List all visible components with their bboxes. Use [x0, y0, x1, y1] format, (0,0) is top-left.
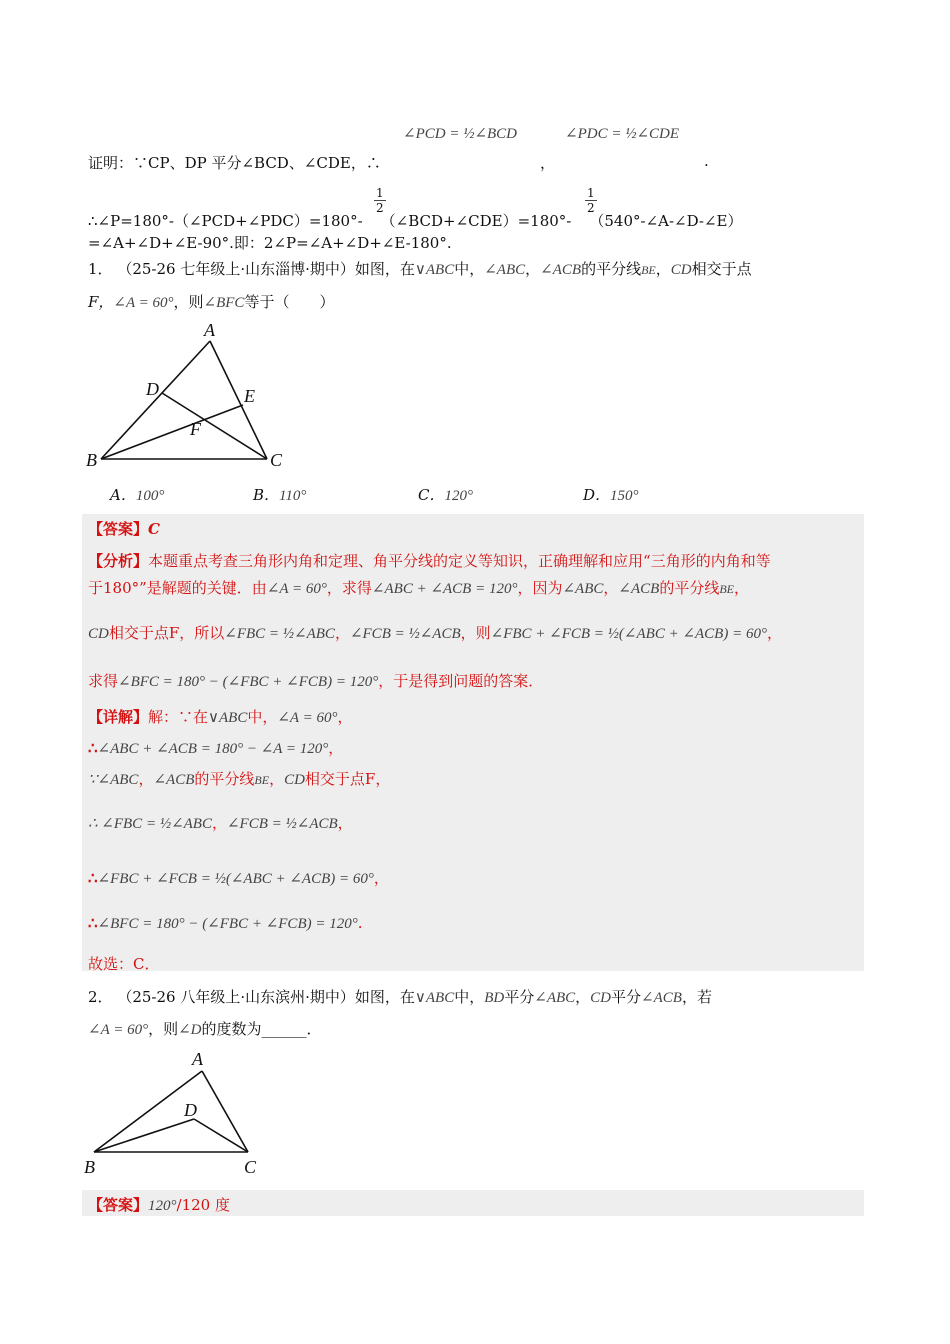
proof-line-2 — [88, 210, 743, 231]
q2-answer-value: 120° — [148, 1198, 177, 1214]
q1-detail-1e: ， — [337, 708, 353, 726]
q1-analysis-1: 本题重点考查三角形内角和定理、角平分线的定义等知识，正确理解和应用“三角形的内角和等 — [148, 552, 771, 570]
q1-point-f: F， — [88, 293, 114, 311]
q1-ang-bfc: ∠BFC — [203, 295, 245, 311]
q1-analysis-3c: ∠FBC = ½∠ABC — [224, 626, 335, 642]
q1-detail-1d: ∠A = 60° — [277, 710, 338, 726]
q1-option-c-value: 120° — [444, 488, 473, 504]
q1-detail-3g: CD — [284, 772, 305, 788]
q1-analysis-2c: ，求得 — [326, 579, 372, 597]
q2-side-ac — [202, 1071, 248, 1152]
q1-label-e: E — [244, 386, 255, 406]
q1-label-a: A — [204, 320, 215, 340]
q2-number: 2． — [88, 988, 113, 1006]
q1-analysis-2a: 于180°”是解题的关键．由 — [88, 579, 267, 597]
q1-analysis-2b: ∠A = 60° — [266, 581, 327, 597]
q2-figure — [80, 1046, 280, 1182]
q1-analysis-line-3 — [88, 622, 782, 643]
q2-stem-c: 平分 — [504, 988, 535, 1006]
q1-analysis-3g: ∠FBC + ∠FCB = ½(∠ABC + ∠ACB) = 60° — [490, 626, 767, 642]
q1-detail-5b: ∠FBC + ∠FCB = ½(∠ABC + ∠ACB) = 60° — [97, 871, 374, 887]
q1-detail-4c: ∠FCB = ½∠ACB — [226, 816, 338, 832]
q2-answer-alt: /120 度 — [176, 1196, 230, 1214]
proof-line-1-end: . — [704, 152, 709, 170]
q1-analysis-2h: ∠ACB — [618, 581, 660, 597]
q1-number: 1． — [88, 260, 113, 278]
q1-analysis-4b: ∠BFC = 180° − (∠FBC + ∠FCB) = 120° — [118, 674, 379, 690]
q2-stem-a: 如图，在 — [354, 988, 415, 1006]
q1-final-choice — [88, 953, 159, 974]
proof-line-3-text: =∠A+∠D+∠E-90°.即：2∠P=∠A+∠D+∠E-180°. — [88, 234, 452, 252]
q2-answer-line — [88, 1194, 230, 1215]
q1-answer-line — [88, 518, 160, 539]
q1-stem-d: 相交于点 — [691, 260, 752, 278]
q1-analysis-2g: ， — [603, 579, 619, 597]
q2-comma: ， — [575, 988, 591, 1006]
q1-option-b-letter: B． — [253, 486, 280, 504]
q1-analysis-tag: 【分析】 — [88, 552, 149, 570]
q2-bd: BD — [484, 990, 505, 1006]
q1-option-b[interactable] — [253, 484, 306, 505]
q1-cd: CD — [670, 262, 692, 278]
q1-detail-line-2 — [88, 737, 343, 758]
q2-stem-line-2 — [88, 1018, 322, 1039]
q2-source: （25-26 八年级上·山东滨州·期中） — [117, 988, 355, 1006]
proof-line-1-text: 证明：∵CP、DP 平分∠BCD、∠CDE，∴ — [88, 154, 381, 172]
q1-analysis-2e: ，因为 — [517, 579, 563, 597]
q1-detail-4d: ， — [337, 814, 353, 832]
q1-analysis-3e: ∠FCB = ½∠ACB — [349, 626, 461, 642]
q1-option-c-letter: C． — [418, 486, 445, 504]
q1-analysis-3d: ， — [334, 624, 350, 642]
q1-label-f: F — [190, 419, 201, 439]
q1-option-a-value: 100° — [135, 488, 165, 504]
q1-detail-3a: ∵∠ABC — [88, 772, 139, 788]
q1-analysis-2i: 的平分线 — [659, 579, 720, 597]
q1-detail-line-3 — [88, 768, 390, 789]
q1-option-a-letter: A． — [110, 486, 136, 504]
q1-analysis-3f: ，则 — [460, 624, 491, 642]
q1-detail-3f: ， — [269, 770, 285, 788]
q2-stem-d: 平分 — [611, 988, 642, 1006]
q2-ang-abc: ∠ABC — [534, 990, 576, 1006]
q2-stem-g: 的度数为______． — [201, 1020, 322, 1038]
q1-bisector-be — [101, 405, 243, 459]
q1-detail-2a: ∴ — [88, 739, 98, 757]
proof-formula-2-text: ∠PDC = ½∠CDE — [565, 126, 680, 142]
q1-detail-3d: 的平分线 — [194, 770, 255, 788]
q1-detail-line-4 — [88, 812, 353, 833]
q1-analysis-line-2 — [88, 577, 749, 598]
q2-stem-line-1 — [88, 986, 712, 1007]
q2-label-d: D — [184, 1100, 197, 1120]
q1-detail-3e: BE — [254, 773, 270, 787]
q1-label-d: D — [146, 379, 159, 399]
q1-option-c[interactable] — [418, 484, 473, 505]
q1-analysis-4a: 求得 — [88, 672, 119, 690]
q1-analysis-2d: ∠ABC + ∠ACB = 120° — [371, 581, 518, 597]
q2-cd: CD — [590, 990, 612, 1006]
q1-detail-1a: 解：∵在 — [148, 708, 209, 726]
q1-detail-3c: ∠ACB — [153, 772, 195, 788]
q1-detail-4b: ， — [211, 814, 227, 832]
q1-stem-f: 等于（ ） — [244, 293, 335, 311]
q1-option-a[interactable] — [110, 484, 164, 505]
q1-detail-line-6 — [88, 914, 363, 933]
q1-stem-a: 如图，在 — [354, 260, 415, 278]
proof-line-2c: （540°-∠A-∠D-∠E） — [589, 212, 743, 230]
q1-detail-line-5 — [88, 867, 389, 888]
proof-line-1 — [88, 152, 381, 173]
q1-be: BE — [641, 263, 656, 277]
q1-detail-tag: 【详解】 — [88, 708, 149, 726]
q1-analysis-2j: BE — [719, 582, 734, 596]
q1-option-d-value: 150° — [610, 488, 639, 504]
proof-line-3 — [88, 232, 452, 253]
q1-option-d-letter: D． — [583, 486, 611, 504]
q2-label-c: C — [244, 1157, 257, 1177]
q1-detail-4a: ∴ ∠FBC = ½∠ABC — [88, 816, 212, 832]
q1-analysis-4c: ，于是得到问题的答案． — [378, 672, 544, 690]
q1-detail-2c: ， — [328, 739, 344, 757]
q1-tri: ∨ABC — [414, 262, 455, 278]
q2-label-a: A — [192, 1049, 203, 1069]
q1-analysis-3h: ， — [766, 624, 782, 642]
q1-option-d[interactable] — [583, 484, 639, 505]
q1-stem-c: 的平分线 — [581, 260, 642, 278]
q1-final-text: 故选：C． — [88, 955, 160, 973]
q1-detail-5a: ∴ — [88, 869, 98, 887]
q1-stem-e: ，则 — [173, 293, 204, 311]
q1-detail-6a: ∴ — [88, 914, 98, 932]
proof-line-1-sep: ， — [540, 154, 556, 172]
q2-answer-tag: 【答案】 — [88, 1196, 149, 1214]
q1-comma: ， — [525, 260, 541, 278]
q1-source: （25-26 七年级上·山东淄博·期中） — [117, 260, 355, 278]
q1-stem-line-2 — [88, 291, 334, 312]
q1-detail-line-1 — [88, 706, 352, 727]
q2-stem-e: ，若 — [681, 988, 712, 1006]
q1-label-b: B — [86, 450, 97, 470]
q1-stem-b: 中， — [454, 260, 485, 278]
q1-analysis-3a: CD — [88, 626, 109, 642]
q1-ang-abc: ∠ABC — [484, 262, 526, 278]
q1-answer: C — [148, 520, 160, 538]
q1-detail-1c: 中， — [247, 708, 278, 726]
q1-analysis-line-1 — [88, 550, 771, 571]
q2-ang-d: ∠D — [178, 1022, 202, 1038]
q2-tri: ∨ABC — [414, 990, 455, 1006]
proof-line-2a: ∴∠P=180°-（∠PCD+∠PDC）=180°- — [88, 212, 363, 230]
q2-cond: ∠A = 60° — [88, 1022, 149, 1038]
proof-half-2: $\frac{1}{2}$ — [587, 186, 595, 215]
proof-half-1: $\frac{1}{2}$ — [376, 186, 384, 215]
q2-label-b: B — [84, 1157, 95, 1177]
q1-detail-1b: ∨ABC — [208, 710, 248, 726]
q1-cond: ∠A = 60° — [113, 295, 174, 311]
q2-stem-b: 中， — [454, 988, 485, 1006]
q1-analysis-2k: ， — [734, 579, 750, 597]
q1-ang-acb: ∠ACB — [540, 262, 582, 278]
q1-detail-6b: ∠BFC = 180° − (∠FBC + ∠FCB) = 120° — [97, 916, 358, 932]
q1-analysis-3b: 相交于点F，所以 — [108, 624, 225, 642]
q1-detail-5c: ， — [373, 869, 389, 887]
q1-figure — [80, 318, 300, 478]
q1-answer-tag: 【答案】 — [88, 520, 149, 538]
q1-stem-line-1 — [88, 258, 752, 279]
proof-formula-1-text: ∠PCD = ½∠BCD — [403, 126, 518, 142]
q2-segment-cd — [194, 1119, 248, 1152]
q1-analysis-2f: ∠ABC — [562, 581, 604, 597]
q1-detail-3b: ， — [138, 770, 154, 788]
q1-comma-2: ， — [655, 260, 671, 278]
q1-side-ab — [101, 341, 210, 459]
q1-label-c: C — [270, 450, 283, 470]
proof-line-2b: （∠BCD+∠CDE）=180°- — [380, 212, 572, 230]
q1-option-b-value: 110° — [279, 488, 307, 504]
q2-segment-bd — [94, 1119, 194, 1152]
q1-detail-2b: ∠ABC + ∠ACB = 180° − ∠A = 120° — [97, 741, 329, 757]
q1-detail-6c: . — [357, 914, 363, 932]
q1-detail-3h: 相交于点F， — [304, 770, 391, 788]
q2-stem-f: ，则 — [148, 1020, 179, 1038]
q1-analysis-line-4 — [88, 670, 543, 691]
proof-formula-2 — [565, 124, 679, 143]
proof-formula-1 — [403, 124, 517, 143]
q2-ang-acb: ∠ACB — [641, 990, 682, 1006]
